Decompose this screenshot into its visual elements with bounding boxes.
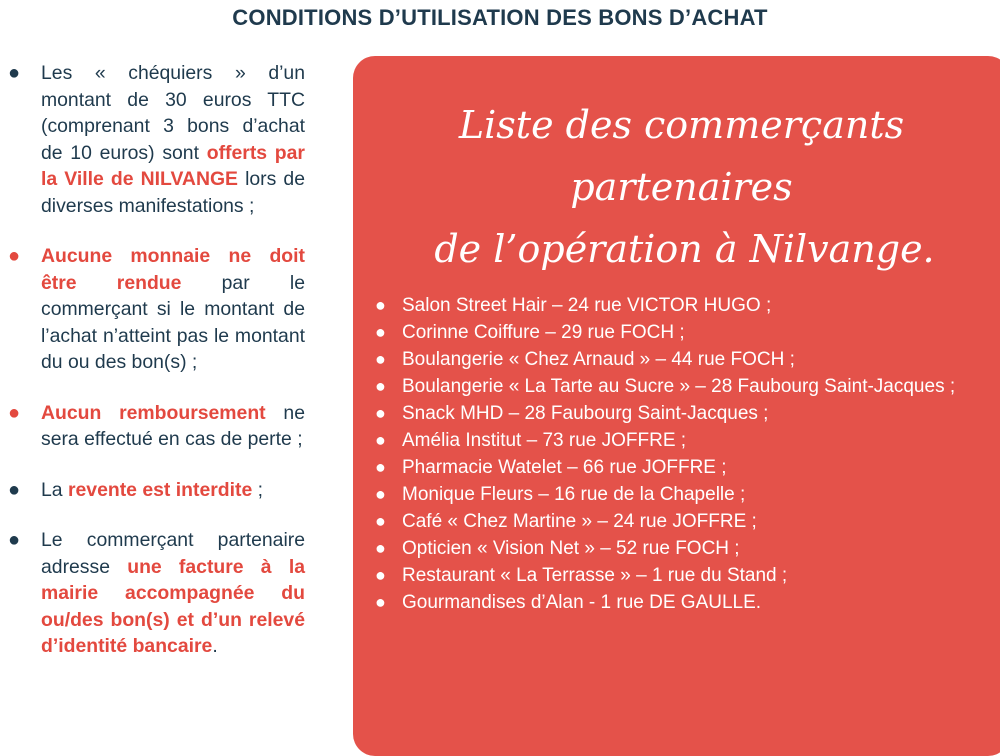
bullet-icon: ● <box>375 376 386 396</box>
shop-item <box>375 292 993 319</box>
shop-item <box>375 427 993 454</box>
shop-text: Pharmacie Watelet – 66 rue JOFFRE ; <box>402 457 727 478</box>
panel-title-line: de l’opération à Nilvange. <box>434 227 935 271</box>
shop-text: Café « Chez Martine » – 24 rue JOFFRE ; <box>402 511 757 532</box>
condition-item <box>0 60 305 219</box>
bullet-icon: ● <box>375 322 386 342</box>
shop-item <box>375 454 993 481</box>
shop-item <box>375 562 993 589</box>
condition-text: . <box>212 635 218 657</box>
bullet-icon: ● <box>375 349 386 369</box>
bullet-icon: ● <box>375 592 386 612</box>
bullet-icon: ● <box>375 430 386 450</box>
shop-item <box>375 319 993 346</box>
shop-item <box>375 508 993 535</box>
bullet-icon: ● <box>375 484 386 504</box>
shop-text: Opticien « Vision Net » – 52 rue FOCH ; <box>402 538 740 559</box>
bullet-icon: ● <box>375 565 386 585</box>
condition-highlight: une facture à la mairie accompagnée du ou/des bon(s) et d’un relevé d’identité bancaire <box>41 555 305 657</box>
shop-text: Corinne Coiffure – 29 rue FOCH ; <box>402 322 685 343</box>
partners-panel <box>353 56 1000 756</box>
condition-highlight: offerts par la Ville de NILVANGE <box>41 141 305 190</box>
condition-item <box>0 400 305 453</box>
condition-text: Les « chéquiers » d’un montant de 30 euros TTC (comprenant 3 bons d’achat de 10 euros) sont <box>41 62 305 164</box>
shop-text: Restaurant « La Terrasse » – 1 rue du Stand ; <box>402 565 788 586</box>
condition-text: par le commerçant si le montant de l’achat n’atteint pas le montant du ou des bon(s) ; <box>41 271 305 373</box>
shop-text: Snack MHD – 28 Faubourg Saint-Jacques ; <box>402 403 769 424</box>
condition-text: ; <box>252 478 264 501</box>
shop-text: Amélia Institut – 73 rue JOFFRE ; <box>402 430 687 451</box>
shop-item <box>375 535 993 562</box>
shop-text: Boulangerie « La Tarte au Sucre » – 28 Faubourg Saint-Jacques ; <box>402 376 956 397</box>
bullet-icon: ● <box>8 529 21 551</box>
condition-item <box>0 477 305 504</box>
condition-highlight: Aucun remboursement <box>41 401 266 424</box>
bullet-icon: ● <box>375 457 386 477</box>
bullet-icon: ● <box>375 538 386 558</box>
shop-text: Boulangerie « Chez Arnaud » – 44 rue FOCH ; <box>402 349 795 370</box>
shop-item <box>375 346 993 373</box>
page-title: CONDITIONS D’UTILISATION DES BONS D’ACHAT <box>232 5 768 30</box>
condition-text: La <box>41 478 68 501</box>
shop-item <box>375 481 993 508</box>
condition-item <box>0 243 305 376</box>
shop-text: Salon Street Hair – 24 rue VICTOR HUGO ; <box>402 295 772 316</box>
condition-text: ne sera effectué en cas de perte ; <box>41 401 305 450</box>
shop-item <box>375 373 993 400</box>
shop-item <box>375 589 993 616</box>
panel-title-line: Liste des commerçants partenaires <box>458 103 905 209</box>
condition-highlight: Aucune monnaie ne doit être rendue <box>41 245 305 294</box>
condition-text: lors de diverses manifestations ; <box>41 168 305 217</box>
bullet-icon: ● <box>8 245 21 267</box>
panel-title <box>353 94 1000 280</box>
condition-item <box>0 527 305 660</box>
bullet-icon: ● <box>375 295 386 315</box>
bullet-icon: ● <box>375 511 386 531</box>
bullet-icon: ● <box>8 401 21 424</box>
bullet-icon: ● <box>8 478 21 501</box>
shop-list <box>375 292 993 616</box>
shop-text: Monique Fleurs – 16 rue de la Chapelle ; <box>402 484 746 505</box>
conditions-list <box>0 60 305 684</box>
bullet-icon: ● <box>8 62 21 84</box>
condition-highlight: revente est interdite <box>67 478 253 501</box>
shop-item <box>375 400 993 427</box>
condition-text: Le commerçant partenaire adresse <box>41 529 305 578</box>
bullet-icon: ● <box>375 403 386 423</box>
shop-text: Gourmandises d’Alan - 1 rue DE GAULLE. <box>402 592 762 613</box>
